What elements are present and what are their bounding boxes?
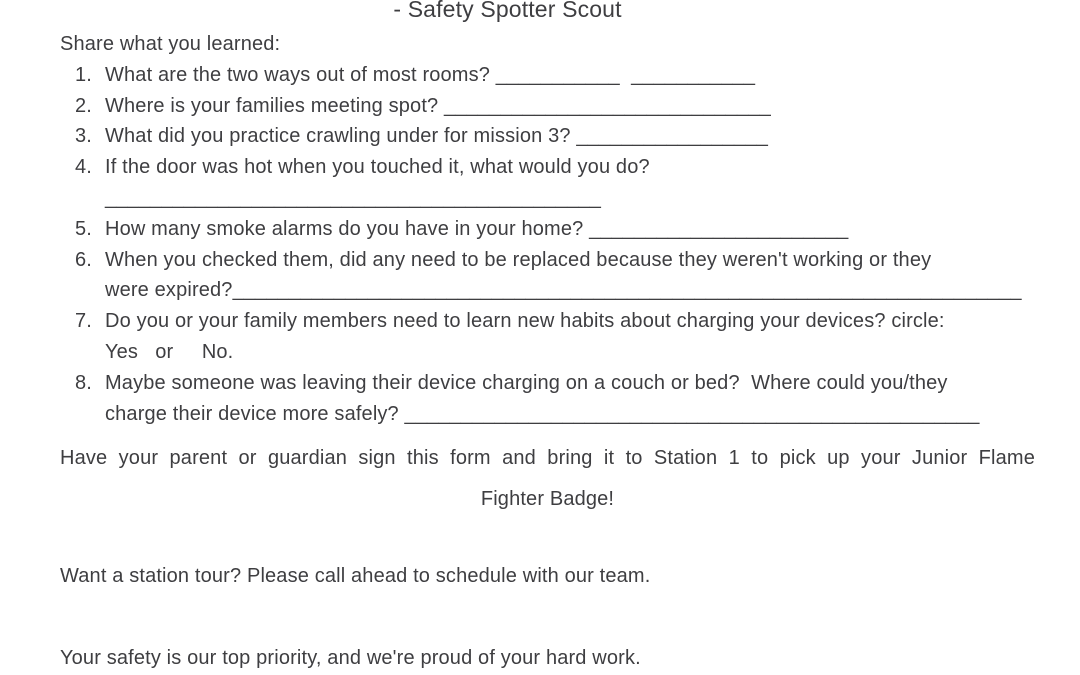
closing-instruction <box>60 438 1035 520</box>
tour-note: Want a station tour? Please call ahead to schedule with our team. <box>60 565 651 588</box>
question-number: 5. <box>75 217 92 240</box>
page-title: - Safety Spotter Scout <box>393 0 622 22</box>
question-item-3 <box>75 121 1035 152</box>
question-item-1 <box>75 60 1035 91</box>
question-list <box>75 60 1035 430</box>
closing-line: Have your parent or guardian sign this form and bring it to Station 1 to pick up your Junior Flame <box>60 447 1035 470</box>
question-item-2 <box>75 91 1035 122</box>
question-line: How many smoke alarms do you have in your home? _______________________ <box>105 217 849 240</box>
question-number: 4. <box>75 156 92 179</box>
intro-text: Share what you learned: <box>60 33 281 55</box>
question-line: Where is your families meeting spot? _____________________________ <box>105 94 771 117</box>
question-line: What did you practice crawling under for mission 3? _________________ <box>105 125 768 148</box>
question-number: 6. <box>75 248 92 271</box>
question-item-8 <box>75 368 1035 430</box>
question-item-6 <box>75 245 1035 307</box>
answer-blank-line: ____________________________________________ <box>105 186 602 209</box>
safety-note: Your safety is our top priority, and we're proud of your hard work. <box>60 647 641 670</box>
question-line: Do you or your family members need to learn new habits about charging your devices? circle: <box>105 310 945 333</box>
question-number: 7. <box>75 310 92 333</box>
question-line: charge their device more safely? ___________________________________________________ <box>105 402 980 425</box>
question-number: 2. <box>75 94 92 117</box>
question-line: Maybe someone was leaving their device charging on a couch or bed? Where could you/they <box>105 371 948 394</box>
question-number: 3. <box>75 125 92 148</box>
question-line: What are the two ways out of most rooms? ___________ ___________ <box>105 63 756 86</box>
circle-options: Yes or No. <box>105 340 234 363</box>
question-item-7 <box>75 306 1035 368</box>
question-item-4 <box>75 152 1035 214</box>
question-item-5 <box>75 214 1035 245</box>
question-line: were expired?______________________________________________________________________ <box>105 279 1022 302</box>
question-line: When you checked them, did any need to be replaced because they weren't working or they <box>105 248 932 271</box>
question-line: If the door was hot when you touched it, what would you do? <box>105 156 650 179</box>
closing-line: Fighter Badge! <box>480 488 615 511</box>
question-number: 8. <box>75 371 92 394</box>
question-number: 1. <box>75 63 92 86</box>
